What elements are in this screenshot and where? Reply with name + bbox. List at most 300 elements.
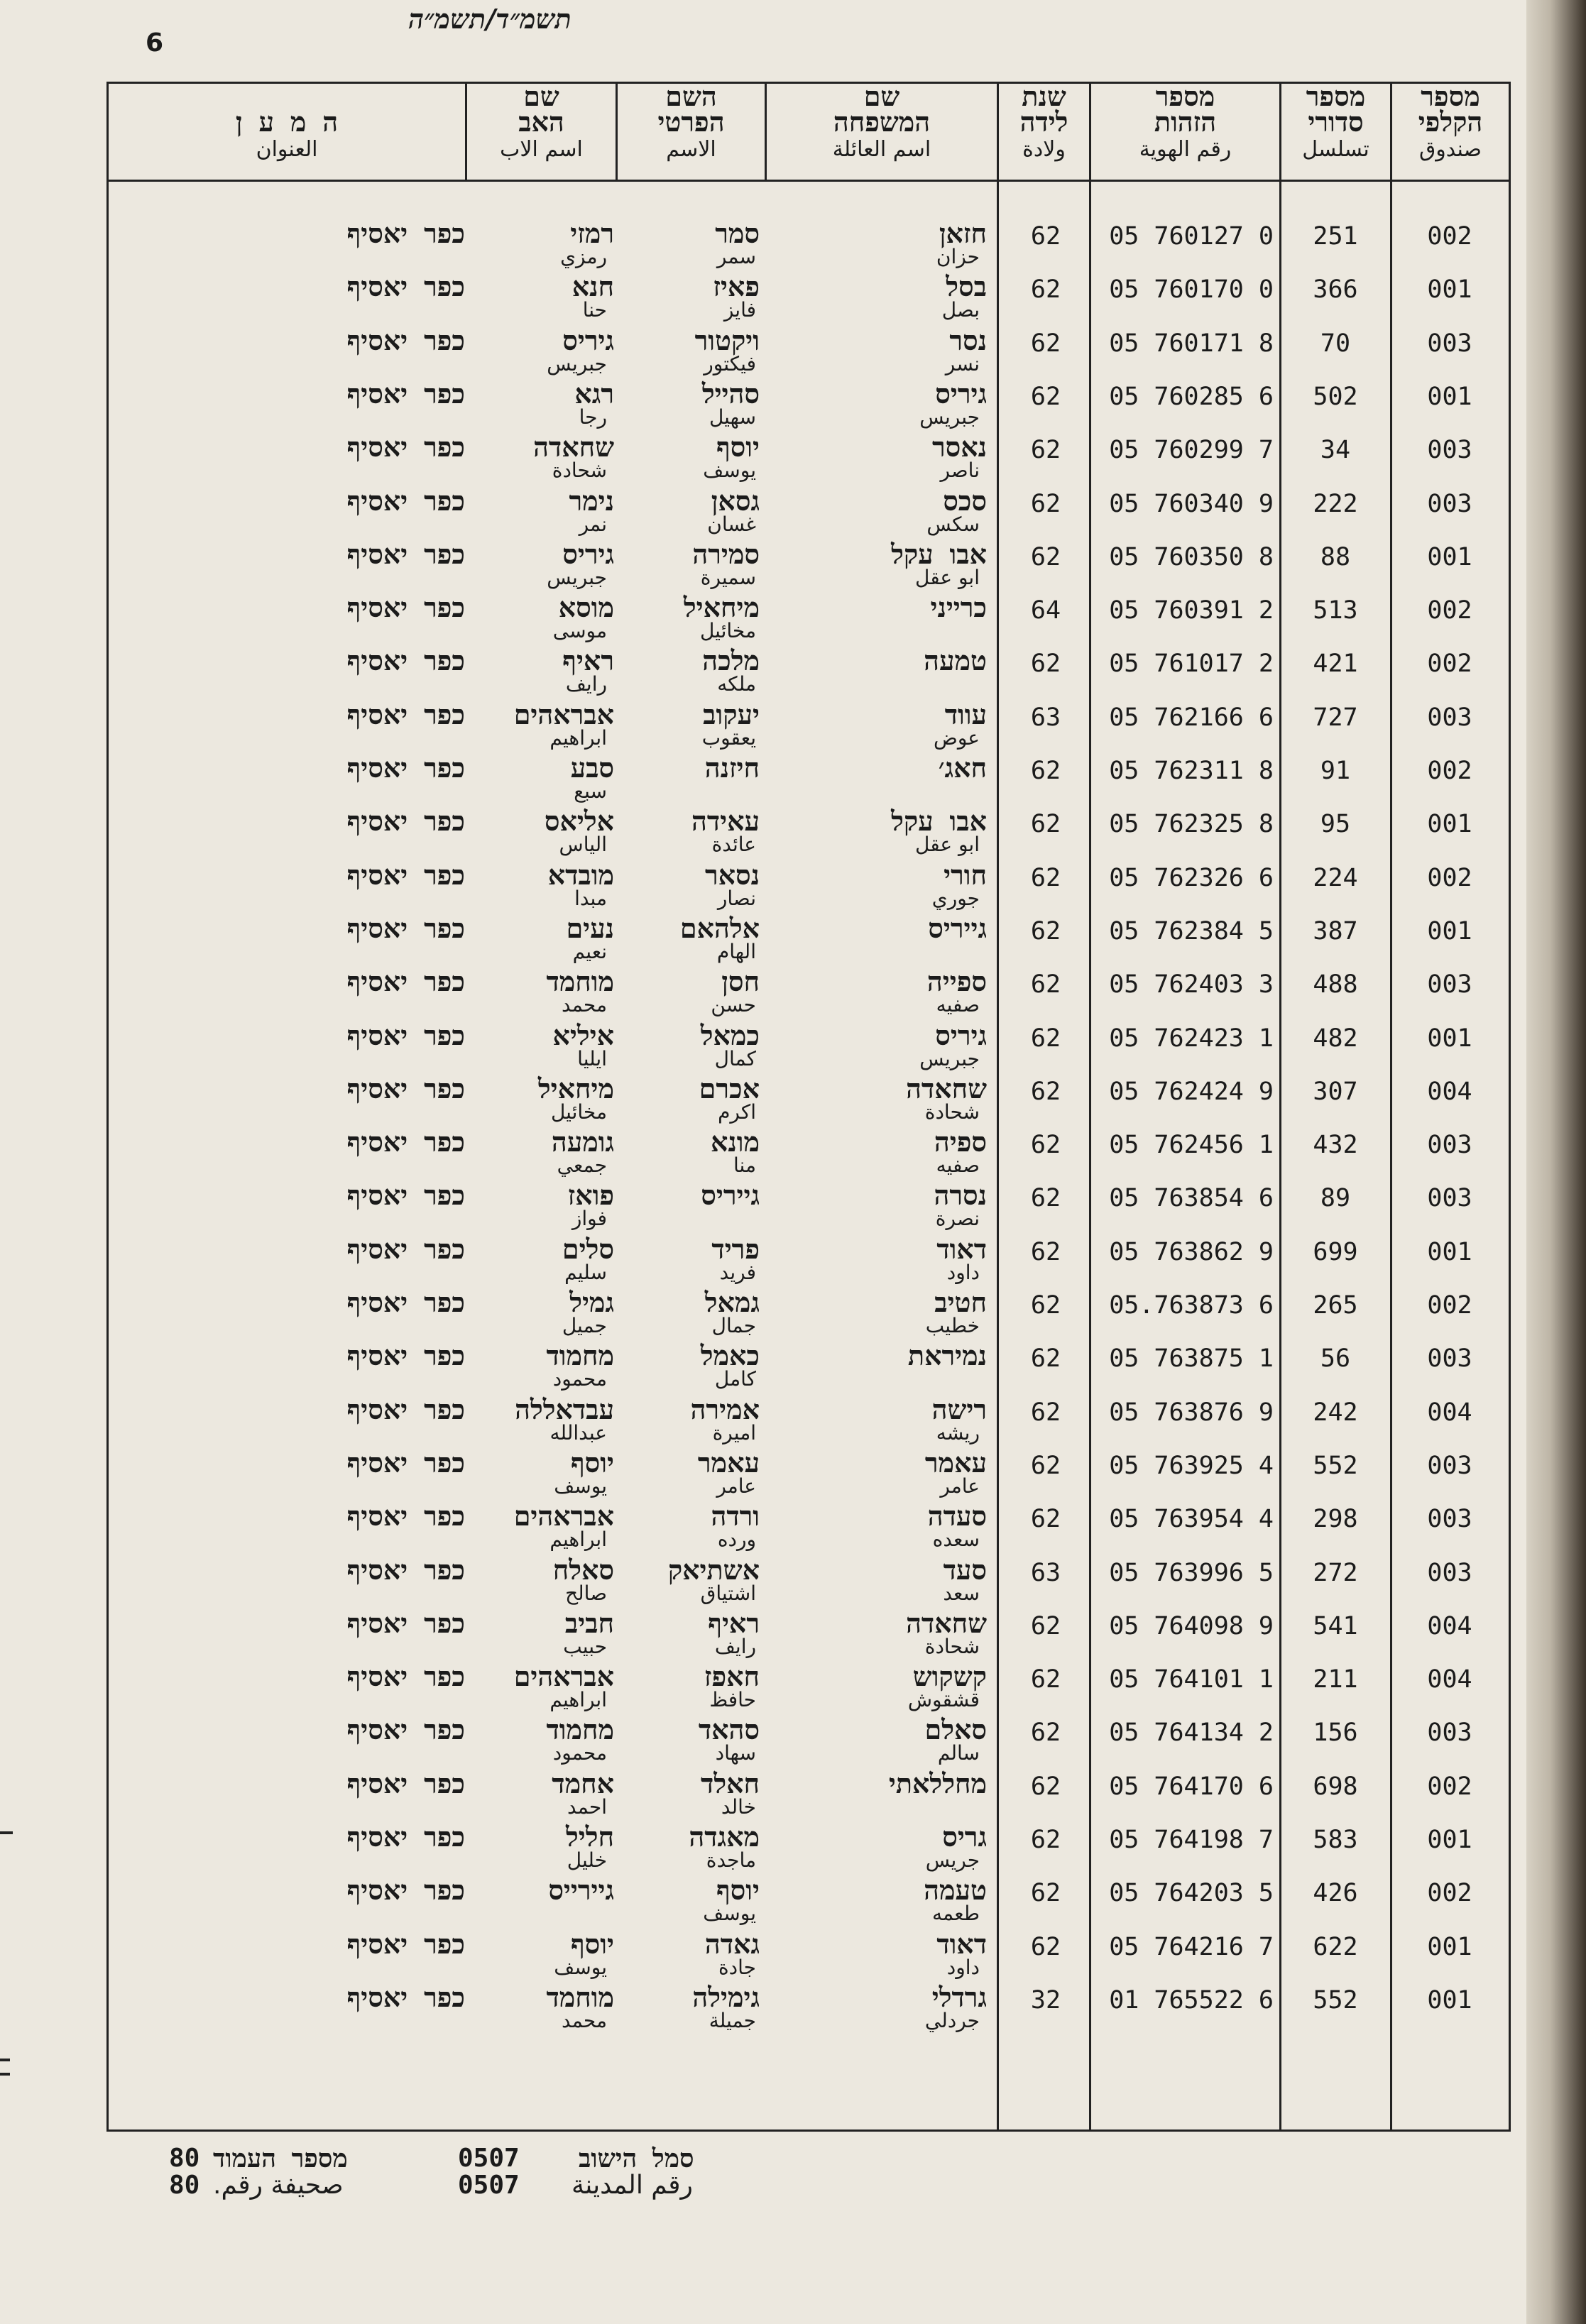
ballot-box-number: 004 <box>1427 1611 1472 1640</box>
birth-year: 62 <box>1030 1879 1061 1908</box>
father-name-arabic: سليم <box>564 1260 607 1284</box>
father-name-hebrew: פואז <box>567 1180 614 1212</box>
address: כפר יאסיף <box>346 485 465 517</box>
ballot-box-number: 001 <box>1427 1985 1472 2015</box>
first-name-hebrew: עאידה <box>691 806 760 838</box>
id-number: 05 764170 6 <box>1109 1772 1274 1801</box>
header-id-number: מספר הזהות رقم الهوية <box>1139 81 1232 162</box>
table-row <box>106 644 1511 698</box>
id-number: 05 762384 5 <box>1109 916 1274 946</box>
birth-year: 63 <box>1030 1558 1061 1587</box>
family-name-hebrew: גייריס <box>928 912 987 944</box>
serial-number: 698 <box>1313 1772 1358 1801</box>
id-number: 05 763854 6 <box>1109 1184 1274 1213</box>
first-name-arabic: خالد <box>721 1794 756 1819</box>
first-name-hebrew: פאיז <box>713 271 760 303</box>
first-name-hebrew: גסאן <box>711 485 760 517</box>
footer-page-code: 80 <box>169 2144 200 2173</box>
father-name-hebrew: אבראהים <box>513 1661 614 1693</box>
ballot-box-number: 003 <box>1427 1184 1472 1213</box>
id-number: 05 760127 0 <box>1109 222 1274 251</box>
father-name-hebrew: מובדא <box>547 859 614 891</box>
first-name-hebrew: מאגדה <box>689 1821 760 1853</box>
father-name-arabic: رمزي <box>560 245 607 268</box>
serial-number: 272 <box>1313 1558 1358 1587</box>
family-name-hebrew: גיריס <box>935 378 987 410</box>
ballot-box-number: 003 <box>1427 436 1472 465</box>
first-name-hebrew: אשתיאק <box>667 1554 760 1586</box>
family-name-arabic: جبريس <box>919 1046 980 1070</box>
family-name-arabic: جردلي <box>924 2008 980 2032</box>
ballot-box-number: 002 <box>1427 863 1472 892</box>
ballot-box-number: 001 <box>1427 1932 1472 1961</box>
birth-year: 63 <box>1030 703 1061 732</box>
father-name-hebrew: נעים <box>566 912 614 944</box>
family-name-arabic: ناصر <box>940 459 980 483</box>
first-name-hebrew: חיזנה <box>704 752 760 784</box>
page-number: 6 <box>146 28 164 57</box>
father-name-arabic: ابراهيم <box>549 725 607 750</box>
table-row <box>106 1286 1511 1339</box>
table-row <box>106 537 1511 591</box>
serial-number: 432 <box>1313 1131 1358 1160</box>
father-name-arabic: احمد <box>567 1794 607 1819</box>
first-name-arabic: حسن <box>711 993 756 1017</box>
family-name-arabic: جوري <box>931 886 980 910</box>
id-number: 05.763873 6 <box>1109 1291 1274 1320</box>
table-row <box>106 1713 1511 1767</box>
family-name-hebrew: חורי <box>944 859 987 891</box>
address: כפר יאסיף <box>346 1928 465 1960</box>
family-name-arabic: داود <box>946 1955 980 1979</box>
family-name-arabic: داود <box>946 1260 980 1284</box>
father-name-arabic: ابراهيم <box>549 1688 607 1712</box>
first-name-hebrew: גימילה <box>692 1981 760 2013</box>
father-name-arabic: جبريس <box>547 351 607 376</box>
family-name-hebrew: עאמר <box>924 1447 987 1479</box>
table-row <box>106 1339 1511 1393</box>
family-name-hebrew: סעדה <box>927 1501 987 1533</box>
family-name-arabic: سعد <box>943 1581 980 1605</box>
serial-number: 541 <box>1313 1611 1358 1640</box>
father-name-arabic: جميل <box>562 1314 607 1337</box>
first-name-hebrew: גמאל <box>704 1287 760 1318</box>
address: כפר יאסיף <box>346 1875 465 1907</box>
serial-number: 699 <box>1313 1237 1358 1266</box>
birth-year: 62 <box>1030 1024 1061 1053</box>
first-name-hebrew: אלהאם <box>679 912 760 944</box>
table-row <box>106 911 1511 965</box>
address: כפר יאסיף <box>346 432 465 464</box>
ballot-box-number: 003 <box>1427 489 1472 518</box>
first-name-hebrew: יוסף <box>716 1875 760 1907</box>
family-name-hebrew: סכס <box>943 485 987 517</box>
father-name-hebrew: אליאס <box>544 806 614 838</box>
first-name-hebrew: ראיף <box>708 1607 760 1639</box>
ballot-box-number: 004 <box>1427 1077 1472 1106</box>
birth-year: 62 <box>1030 1344 1061 1374</box>
header-address: ה מ ע ן العنوان <box>235 106 339 162</box>
id-number: 05 764101 1 <box>1109 1665 1274 1694</box>
id-number: 05 764216 7 <box>1109 1932 1274 1961</box>
first-name-arabic: ملكه <box>717 672 756 696</box>
table-row <box>106 751 1511 805</box>
father-name-arabic: حبيب <box>563 1634 607 1658</box>
ballot-box-number: 002 <box>1427 757 1472 785</box>
ballot-box-number: 004 <box>1427 1398 1472 1427</box>
father-name-arabic: صالح <box>565 1581 607 1605</box>
ballot-box-number: 002 <box>1427 596 1472 625</box>
ballot-box-number: 003 <box>1427 329 1472 358</box>
birth-year: 32 <box>1030 1985 1061 2015</box>
address: כפר יאסיף <box>346 1447 465 1479</box>
father-name-hebrew: רמזי <box>570 218 614 249</box>
table-row <box>106 1553 1511 1607</box>
father-name-arabic: سبع <box>574 779 607 803</box>
footer-settlement-code: 0507 <box>458 2144 520 2173</box>
father-name-hebrew: אבראהים <box>513 1501 614 1533</box>
address: כפר יאסיף <box>346 1073 465 1105</box>
father-name-arabic: محمد <box>562 993 607 1017</box>
binding-marks <box>0 1831 16 2115</box>
serial-number: 502 <box>1313 382 1358 411</box>
ballot-box-number: 001 <box>1427 810 1472 839</box>
father-name-arabic: رجا <box>579 405 607 429</box>
family-name-arabic: عامر <box>940 1474 980 1498</box>
father-name-hebrew: עבדאללה <box>515 1393 614 1425</box>
first-name-hebrew: יעקוב <box>703 698 760 730</box>
first-name-arabic: فريد <box>719 1260 756 1284</box>
ballot-box-number: 001 <box>1427 382 1472 411</box>
address: כפר יאסיף <box>346 1981 465 2013</box>
family-name-hebrew: חטיב <box>934 1287 987 1318</box>
father-name-hebrew: אבראהים <box>513 698 614 730</box>
first-name-arabic: جادة <box>718 1955 756 1979</box>
first-name-hebrew: סמר <box>715 218 760 249</box>
family-name-arabic: بصل <box>941 298 980 322</box>
birth-year: 62 <box>1030 1237 1061 1266</box>
address: כפר יאסיף <box>346 1019 465 1051</box>
family-name-hebrew: סעד <box>943 1554 987 1586</box>
table-row <box>106 1927 1511 1981</box>
father-name-arabic: جبريس <box>547 565 607 589</box>
table-row <box>106 1499 1511 1553</box>
address: כפר יאסיף <box>346 1821 465 1853</box>
first-name-arabic: الهام <box>716 939 756 963</box>
father-name-arabic: شحادة <box>552 459 607 483</box>
address: כפר יאסיף <box>346 912 465 944</box>
family-name-arabic: جبريس <box>919 405 980 429</box>
family-name-hebrew: נמיראת <box>907 1340 987 1372</box>
serial-number: 488 <box>1313 970 1358 999</box>
father-name-arabic: ابراهيم <box>549 1528 607 1552</box>
father-name-hebrew: סלים <box>562 1233 614 1265</box>
serial-number: 622 <box>1313 1932 1358 1961</box>
birth-year: 62 <box>1030 436 1061 465</box>
id-number: 05 763925 4 <box>1109 1451 1274 1480</box>
birth-year: 62 <box>1030 1611 1061 1640</box>
table-row <box>106 1232 1511 1286</box>
serial-number: 552 <box>1313 1985 1358 2015</box>
serial-number: 211 <box>1313 1665 1358 1694</box>
first-name-arabic: يوسف <box>703 459 756 483</box>
family-name-arabic: شحادة <box>924 1634 980 1658</box>
table-row <box>106 858 1511 912</box>
serial-number: 89 <box>1320 1184 1351 1213</box>
serial-number: 513 <box>1313 596 1358 625</box>
birth-year: 62 <box>1030 329 1061 358</box>
birth-year: 62 <box>1030 1719 1061 1748</box>
family-name-arabic: ابو عقل <box>914 565 980 589</box>
id-number: 05 764203 5 <box>1109 1879 1274 1908</box>
first-name-arabic: سميرة <box>700 565 756 589</box>
address: כפר יאסיף <box>346 538 465 570</box>
father-name-arabic: نعيم <box>572 939 607 963</box>
birth-year: 62 <box>1030 1826 1061 1854</box>
father-name-arabic: جمعي <box>557 1153 607 1178</box>
father-name-arabic: ايليا <box>577 1046 607 1070</box>
first-name-arabic: عامر <box>716 1474 756 1498</box>
father-name-hebrew: יוסף <box>571 1928 614 1960</box>
birth-year: 62 <box>1030 1451 1061 1480</box>
first-name-arabic: نصار <box>717 886 756 910</box>
table-row <box>106 270 1511 324</box>
address: כפר יאסיף <box>346 1767 465 1799</box>
first-name-arabic: غسان <box>707 512 756 536</box>
serial-number: 265 <box>1313 1291 1358 1320</box>
serial-number: 91 <box>1320 757 1351 785</box>
first-name-arabic: ورده <box>717 1528 756 1552</box>
birth-year: 62 <box>1030 275 1061 305</box>
family-name-arabic: صفيه <box>936 993 980 1017</box>
first-name-hebrew: חאפז <box>704 1661 760 1693</box>
id-number: 05 762325 8 <box>1109 810 1274 839</box>
birth-year: 62 <box>1030 1077 1061 1106</box>
family-name-hebrew: קשקוש <box>912 1661 987 1693</box>
first-name-arabic: سهاد <box>715 1741 756 1765</box>
father-name-hebrew: אחמד <box>552 1767 614 1799</box>
serial-number: 222 <box>1313 489 1358 518</box>
father-name-arabic: نمر <box>579 512 607 536</box>
address: כפר יאסיף <box>346 271 465 303</box>
id-number: 05 762423 1 <box>1109 1024 1274 1053</box>
family-name-hebrew: מחללאתי <box>888 1767 987 1799</box>
header-birth-year: שנת לידה ولادة <box>1019 81 1068 162</box>
family-name-hebrew: חזאן <box>939 218 987 249</box>
father-name-hebrew: גיריס <box>562 324 614 356</box>
family-name-hebrew: עווד <box>944 698 987 730</box>
table-row <box>106 430 1511 484</box>
table-row <box>106 698 1511 752</box>
first-name-hebrew: פריד <box>711 1233 760 1265</box>
father-name-arabic: مبدا <box>574 886 607 910</box>
serial-number: 156 <box>1313 1719 1358 1748</box>
serial-number: 298 <box>1313 1505 1358 1534</box>
first-name-arabic: حافظ <box>709 1688 756 1712</box>
id-number: 05 764134 2 <box>1109 1719 1274 1748</box>
header-family-name: שם המשפחה اسم العائلة <box>832 81 931 162</box>
birth-year: 62 <box>1030 1131 1061 1160</box>
birth-year: 62 <box>1030 1665 1061 1694</box>
serial-number: 426 <box>1313 1879 1358 1908</box>
address: כפר יאסיף <box>346 1287 465 1318</box>
family-name-hebrew: שחאדה <box>906 1607 987 1639</box>
address: כפר יאסיף <box>346 859 465 891</box>
family-name-hebrew: שחאדה <box>906 1073 987 1105</box>
father-name-hebrew: מחמוד <box>546 1340 614 1372</box>
family-name-arabic: قشقوش <box>907 1688 980 1712</box>
id-number: 05 764098 9 <box>1109 1611 1274 1640</box>
first-name-hebrew: מונא <box>710 1127 760 1158</box>
first-name-arabic: يوسف <box>703 1902 756 1926</box>
first-name-hebrew: אכרם <box>699 1073 760 1105</box>
family-name-hebrew: סאלם <box>924 1714 987 1746</box>
id-number: 05 763996 5 <box>1109 1558 1274 1587</box>
id-number: 05 763862 9 <box>1109 1237 1274 1266</box>
first-name-hebrew: סמירה <box>692 538 760 570</box>
address: כפר יאסיף <box>346 1607 465 1639</box>
id-number: 05 760340 9 <box>1109 489 1274 518</box>
footer-page-label-ar: صحيفة رقم. <box>213 2171 344 2200</box>
family-name-hebrew: טמעה <box>924 645 987 677</box>
family-name-arabic: حزان <box>936 245 980 268</box>
father-name-arabic: محمود <box>552 1741 607 1765</box>
father-name-arabic: محمود <box>552 1367 607 1391</box>
father-name-hebrew: שחאדה <box>533 432 614 464</box>
address: כפר יאסיף <box>346 1127 465 1158</box>
header-father-name: שם האב اسم الاب <box>500 81 583 162</box>
address: כפר יאסיף <box>346 378 465 410</box>
first-name-arabic: جمال <box>711 1314 756 1337</box>
birth-year: 62 <box>1030 970 1061 999</box>
father-name-hebrew: מחמוד <box>546 1714 614 1746</box>
father-name-arabic: فواز <box>571 1207 607 1231</box>
ballot-box-number: 002 <box>1427 222 1472 251</box>
father-name-hebrew: חביב <box>564 1607 614 1639</box>
ballot-box-number: 001 <box>1427 1237 1472 1266</box>
table-row <box>106 1606 1511 1660</box>
table-row <box>106 1873 1511 1927</box>
first-name-hebrew: חסן <box>721 966 760 998</box>
first-name-arabic: اكرم <box>718 1100 756 1124</box>
id-number: 05 762166 6 <box>1109 703 1274 732</box>
serial-number: 70 <box>1320 329 1351 358</box>
father-name-hebrew: מוחמד <box>546 1981 614 2013</box>
family-name-hebrew: דאוד <box>936 1928 987 1960</box>
birth-year: 62 <box>1030 1398 1061 1427</box>
table-row <box>106 1980 1511 2034</box>
first-name-hebrew: סהייל <box>701 378 760 410</box>
birth-year: 62 <box>1030 382 1061 411</box>
father-name-hebrew: סאלח <box>552 1554 614 1586</box>
father-name-hebrew: חליל <box>565 1821 614 1853</box>
footer-page-label-he: מספר העמוד <box>213 2144 348 2174</box>
id-number: 05 760350 8 <box>1109 542 1274 571</box>
father-name-arabic: خليل <box>567 1848 607 1872</box>
father-name-hebrew: גיריס <box>562 538 614 570</box>
page-edge-shadow <box>1526 0 1586 2324</box>
father-name-hebrew: חנא <box>571 271 614 303</box>
address: כפר יאסיף <box>346 1554 465 1586</box>
table-row <box>106 484 1511 538</box>
family-name-hebrew: גיריס <box>935 1019 987 1051</box>
id-number: 05 760299 7 <box>1109 436 1274 465</box>
address: כפר יאסיף <box>346 324 465 356</box>
ballot-box-number: 001 <box>1427 1024 1472 1053</box>
ballot-box-number: 003 <box>1427 970 1472 999</box>
id-number: 05 762424 9 <box>1109 1077 1274 1106</box>
family-name-hebrew: נסרה <box>934 1180 987 1212</box>
serial-number: 366 <box>1313 275 1358 305</box>
address: כפר יאסיף <box>346 645 465 677</box>
birth-year: 62 <box>1030 1291 1061 1320</box>
table-row <box>106 1767 1511 1821</box>
ballot-box-number: 001 <box>1427 542 1472 571</box>
ballot-box-number: 003 <box>1427 1719 1472 1748</box>
table-row <box>106 216 1511 270</box>
ballot-box-number: 002 <box>1427 1879 1472 1908</box>
first-name-arabic: مخائيل <box>699 619 756 643</box>
first-name-hebrew: אמירה <box>690 1393 760 1425</box>
table-row <box>106 1820 1511 1874</box>
family-name-arabic: سعده <box>932 1528 980 1552</box>
first-name-hebrew: ורדה <box>711 1501 760 1533</box>
id-number: 05 761017 2 <box>1109 649 1274 679</box>
id-number: 05 763954 4 <box>1109 1505 1274 1534</box>
ballot-box-number: 002 <box>1427 1291 1472 1320</box>
family-name-hebrew: דאוד <box>936 1233 987 1265</box>
father-name-hebrew: מיחאיל <box>537 1073 614 1105</box>
father-name-arabic: موسى <box>552 619 607 643</box>
ballot-box-number: 003 <box>1427 1558 1472 1587</box>
address: כפר יאסיף <box>346 592 465 624</box>
first-name-arabic: فيكتور <box>704 351 756 376</box>
first-name-hebrew: מלכה <box>702 645 760 677</box>
address: כפר יאסיף <box>346 1180 465 1212</box>
table-row <box>106 591 1511 645</box>
footer-settlement-label-he: סמל הישוב <box>579 2144 694 2174</box>
birth-year: 62 <box>1030 489 1061 518</box>
first-name-hebrew: עאמר <box>697 1447 760 1479</box>
father-name-arabic: رايف <box>565 672 607 696</box>
serial-number: 307 <box>1313 1077 1358 1106</box>
father-name-hebrew: מוחמד <box>546 966 614 998</box>
father-name-hebrew: איליא <box>552 1019 614 1051</box>
ballot-box-number: 001 <box>1427 1826 1472 1854</box>
first-name-arabic: سمر <box>716 245 756 268</box>
birth-year: 62 <box>1030 863 1061 892</box>
first-name-arabic: جميلة <box>709 2008 756 2032</box>
id-number: 05 763876 9 <box>1109 1398 1274 1427</box>
father-name-hebrew: סבע <box>570 752 614 784</box>
first-name-hebrew: נסאר <box>704 859 760 891</box>
serial-number: 224 <box>1313 863 1358 892</box>
first-name-hebrew: ויקטור <box>694 324 760 356</box>
family-name-hebrew: ספייה <box>926 966 987 998</box>
address: כפר יאסיף <box>346 698 465 730</box>
table-row <box>106 1178 1511 1232</box>
serial-number: 387 <box>1313 916 1358 946</box>
first-name-arabic: منا <box>733 1153 756 1178</box>
father-name-hebrew: ראיף <box>562 645 614 677</box>
table-row <box>106 1019 1511 1073</box>
first-name-arabic: اميرة <box>712 1420 756 1445</box>
serial-number: 727 <box>1313 703 1358 732</box>
father-name-arabic: عبدالله <box>549 1420 607 1445</box>
footer-page-code-ar: 80 <box>169 2171 200 2200</box>
birth-year: 62 <box>1030 1772 1061 1801</box>
family-name-arabic: شحادة <box>924 1100 980 1124</box>
